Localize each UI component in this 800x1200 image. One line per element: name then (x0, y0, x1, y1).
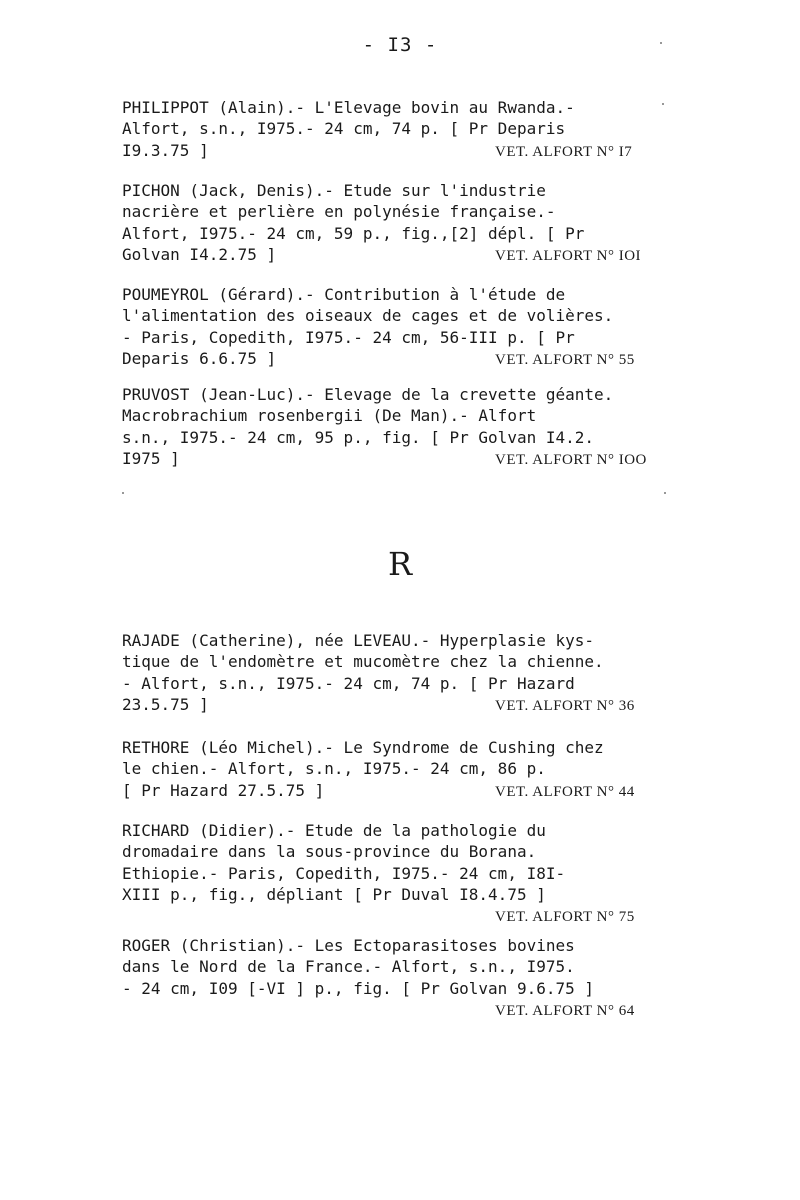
entry-line-text: dromadaire dans la sous-province du Borana. (122, 842, 537, 862)
entry-line-text: - Paris, Copedith, I975.- 24 cm, 56-III p. [ Pr (122, 327, 575, 347)
entry-line (122, 630, 682, 651)
entry-line (122, 978, 682, 999)
call-number: VET. ALFORT N° IOI (495, 247, 642, 264)
entry-line-text: 23.5.75 ] (122, 694, 209, 714)
entry-line (122, 405, 682, 426)
entry-line (122, 284, 682, 305)
entry-line (122, 97, 682, 118)
catalog-entry (122, 180, 682, 265)
entry-line (122, 348, 682, 369)
catalog-entry (122, 284, 682, 369)
entry-line-text: PICHON (Jack, Denis).- Etude sur l'industrie (122, 181, 546, 200)
entry-line-text: le chien.- Alfort, s.n., I975.- 24 cm, 86 p. (122, 759, 546, 779)
entry-line (122, 448, 682, 469)
entry-line (122, 384, 682, 405)
entry-line (122, 758, 682, 779)
entry-line (122, 956, 682, 977)
call-number: VET. ALFORT N° 55 (495, 351, 635, 368)
entry-line-text: RETHORE (Léo Michel).- Le Syndrome de Cushing chez (122, 738, 604, 757)
call-number: VET. ALFORT N° 36 (495, 697, 635, 714)
entry-line-text: - 24 cm, I09 [-VI ] p., fig. [ Pr Golvan 9.6.75 ] (122, 978, 595, 998)
entry-line-text: Ethiopie.- Paris, Copedith, I975.- 24 cm, I8I- (122, 863, 566, 883)
entry-line-text: RICHARD (Didier).- Etude de la pathologie du (122, 821, 546, 840)
entry-line-text: Alfort, s.n., I975.- 24 cm, 74 p. [ Pr Deparis (122, 119, 566, 139)
section-letter: R (387, 545, 413, 583)
entry-line (122, 884, 682, 905)
entry-line (122, 863, 682, 884)
catalog-entry (122, 820, 682, 926)
entry-line-text: XIII p., fig., dépliant [ Pr Duval I8.4.75 ] (122, 884, 546, 904)
entry-line (122, 935, 682, 956)
entry-line (122, 223, 682, 244)
entry-line-text: l'alimentation des oiseaux de cages et de volières. (122, 306, 614, 326)
scan-speck (660, 42, 662, 44)
entry-line-text: [ Pr Hazard 27.5.75 ] (122, 780, 325, 800)
entry-line-text: I975 ] (122, 448, 180, 468)
entry-line-text: ROGER (Christian).- Les Ectoparasitoses bovines (122, 936, 575, 955)
entry-line-text: I9.3.75 ] (122, 140, 209, 160)
entry-line (122, 841, 682, 862)
entry-line (122, 737, 682, 758)
entry-line (122, 999, 682, 1020)
catalog-entry (122, 97, 682, 161)
catalog-entry (122, 737, 682, 801)
catalog-entry (122, 630, 682, 715)
entry-line (122, 244, 682, 265)
entry-line-text: PRUVOST (Jean-Luc).- Elevage de la crevette géante. (122, 385, 614, 404)
entry-line (122, 140, 682, 161)
catalog-entry (122, 935, 682, 1020)
call-number: VET. ALFORT N° 75 (495, 909, 635, 926)
entry-line-text: - Alfort, s.n., I975.- 24 cm, 74 p. [ Pr Hazard (122, 673, 575, 693)
entry-line-text: s.n., I975.- 24 cm, 95 p., fig. [ Pr Golvan I4.2. (122, 427, 595, 447)
entry-line-text: tique de l'endomètre et mucomètre chez la chienne. (122, 652, 604, 672)
entry-line (122, 201, 682, 222)
call-number: VET. ALFORT N° I7 (495, 143, 633, 160)
entry-line-text: Macrobrachium rosenbergii (De Man).- Alfort (122, 406, 537, 426)
entry-line-text: PHILIPPOT (Alain).- L'Elevage bovin au Rwanda.- (122, 98, 575, 117)
entry-line-text: Alfort, I975.- 24 cm, 59 p., fig.,[2] dépl. [ Pr (122, 223, 585, 243)
entry-line (122, 305, 682, 326)
call-number: VET. ALFORT N° 44 (495, 783, 635, 800)
entry-line-text: Golvan I4.2.75 ] (122, 244, 277, 264)
entry-line-text: nacrière et perlière en polynésie française.- (122, 202, 556, 222)
call-number: VET. ALFORT N° IOO (495, 451, 647, 468)
entry-line (122, 651, 682, 672)
entry-line (122, 118, 682, 139)
entry-line (122, 905, 682, 926)
scan-speck (662, 103, 664, 105)
entry-line-text: POUMEYROL (Gérard).- Contribution à l'étude de (122, 285, 566, 304)
page-number: - I3 - (362, 34, 438, 56)
entry-line (122, 780, 682, 801)
entry-line (122, 673, 682, 694)
entry-line (122, 694, 682, 715)
entry-line (122, 427, 682, 448)
entry-line-text: Deparis 6.6.75 ] (122, 348, 277, 368)
entry-line (122, 327, 682, 348)
scan-speck (664, 492, 666, 494)
scan-speck (122, 492, 124, 494)
entry-line-text: RAJADE (Catherine), née LEVEAU.- Hyperplasie kys- (122, 631, 595, 650)
entry-line (122, 820, 682, 841)
catalog-entry (122, 384, 682, 469)
call-number: VET. ALFORT N° 64 (495, 1002, 635, 1019)
entry-line-text: dans le Nord de la France.- Alfort, s.n., I975. (122, 957, 575, 977)
entry-line (122, 180, 682, 201)
